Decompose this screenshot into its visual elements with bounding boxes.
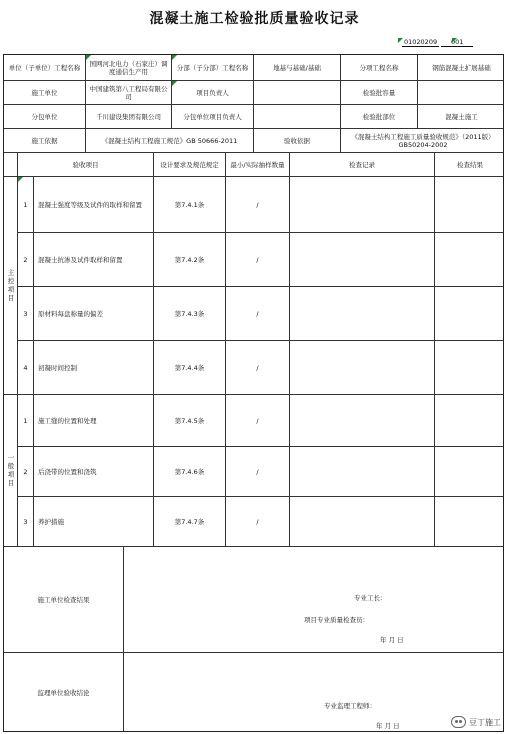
main-item-3-clause: 第7.4.3条 (154, 287, 226, 341)
main-control-group-label: 主控项目 (4, 177, 18, 395)
form-code (402, 38, 473, 47)
column-header-item: 验收项目 (18, 153, 154, 177)
main-item-2-sampling: / (226, 233, 290, 287)
subcontractor-pm-value[interactable] (254, 105, 341, 129)
comment-marker-icon (172, 81, 177, 86)
general-item-1-clause: 第7.4.5条 (154, 395, 226, 447)
general-item-3-record[interactable] (290, 497, 435, 547)
contractor-value: 中国建筑第八工程局有限公司 (86, 81, 172, 105)
main-item-3-sampling: / (226, 287, 290, 341)
construction-basis-value: 《混凝土结构工程施工规范》GB 50666-2011 (86, 129, 254, 153)
general-item-2-record[interactable] (290, 447, 435, 497)
subcontractor-label: 分包单位 (4, 105, 86, 129)
subcontractor-value: 千川建设集团有限公司 (86, 105, 172, 129)
main-item-3-text: 原材料每盘称量的偏差 (34, 287, 154, 341)
general-item-3-sampling: / (226, 497, 290, 547)
main-item-3-record[interactable] (290, 287, 435, 341)
wechat-icon (451, 716, 466, 728)
general-item-3-text: 养护措施 (34, 497, 154, 547)
acceptance-basis-label: 验收依据 (254, 129, 341, 153)
watermark-text: 豆丁施工 (469, 717, 501, 727)
division-name-label: 分部（子分部）工程名称 (172, 55, 254, 81)
main-item-2-number: 2 (18, 233, 34, 287)
supervision-conclusion-label: 监理单位验收结论 (4, 653, 124, 732)
main-item-1-clause: 第7.4.1条 (154, 177, 226, 233)
general-item-2-number: 2 (18, 447, 34, 497)
group-header-blank (4, 153, 18, 177)
column-header-sampling: 最小/实际抽样数量 (226, 153, 290, 177)
main-item-4-record[interactable] (290, 341, 435, 395)
subcontractor-pm-label: 分包单位项目负责人 (172, 105, 254, 129)
main-item-3-number: 3 (18, 287, 34, 341)
batch-capacity-label: 检验批容量 (341, 81, 418, 105)
main-item-4-sampling: / (226, 341, 290, 395)
construction-check-label: 施工单位检查结果 (4, 547, 124, 653)
project-manager-value[interactable] (254, 81, 341, 105)
general-item-1-number: 1 (18, 395, 34, 447)
subitem-name-value: 钢筋混凝土扩展基础 (418, 55, 504, 81)
form-title: 混凝土施工检验批质量验收记录 (149, 11, 360, 27)
construction-date-label: 年 月 日 (380, 636, 404, 644)
main-item-2-clause: 第7.4.2条 (154, 233, 226, 287)
batch-location-value: 混凝土施工 (418, 105, 504, 129)
form-number: 01020209 (404, 38, 438, 46)
main-item-3-result[interactable] (435, 287, 504, 341)
form-sequence: 001 (441, 38, 473, 47)
unit-name-value: 国网河北电力（石家庄）调度通信生产用 (86, 55, 172, 81)
column-header-record: 检查记录 (290, 153, 435, 177)
column-header-result: 检查结果 (435, 153, 504, 177)
main-item-1-result[interactable] (435, 177, 504, 233)
main-item-1-number: 1 (18, 177, 34, 233)
general-item-2-sampling: / (226, 447, 290, 497)
main-item-4-result[interactable] (435, 341, 504, 395)
main-item-4-number: 4 (18, 341, 34, 395)
subitem-name-label: 分项工程名称 (341, 55, 418, 81)
supervision-date-label: 年 月 日 (376, 722, 400, 730)
batch-capacity-value[interactable] (418, 81, 504, 105)
acceptance-basis-value: 《混凝土结构工程施工质量验收规范》（2011版）GB50204-2002 (341, 129, 504, 153)
comment-marker-icon (398, 38, 403, 43)
watermark (451, 716, 501, 728)
division-name-value: 地基与基础/基础 (254, 55, 341, 81)
general-item-3-result[interactable] (435, 497, 504, 547)
main-item-1-text: 混凝土强度等级及试件的取样和留置 (34, 177, 154, 233)
general-group-label: 一般项目 (4, 395, 18, 547)
comment-marker-icon (18, 177, 23, 182)
general-item-2-clause: 第7.4.6条 (154, 447, 226, 497)
general-item-3-number: 3 (18, 497, 34, 547)
construction-basis-label: 施工依据 (4, 129, 86, 153)
supervising-engineer-signature-label: 专业监理工程师： (324, 702, 376, 710)
general-item-2-text: 后浇带的位置和浇筑 (34, 447, 154, 497)
column-header-design: 设计要求及规范规定 (154, 153, 226, 177)
comment-marker-icon (172, 55, 177, 60)
main-item-2-result[interactable] (435, 233, 504, 287)
general-item-1-text: 施工缝的位置和处理 (34, 395, 154, 447)
supervision-conclusion-area[interactable] (124, 653, 504, 732)
main-item-1-sampling: / (226, 177, 290, 233)
batch-location-label: 检验批部位 (341, 105, 418, 129)
general-item-1-sampling: / (226, 395, 290, 447)
main-item-2-record[interactable] (290, 233, 435, 287)
main-item-2-text: 混凝土抗渗及试件取样和留置 (34, 233, 154, 287)
construction-check-area[interactable] (124, 547, 504, 653)
inspection-form-table (3, 54, 504, 732)
main-item-4-text: 初凝时间控制 (34, 341, 154, 395)
comment-marker-icon (452, 38, 457, 43)
project-manager-label: 项目负责人 (172, 81, 254, 105)
main-item-4-clause: 第7.4.4条 (154, 341, 226, 395)
comment-marker-icon (86, 55, 91, 60)
quality-inspector-signature-label: 项目专业质量检查员： (304, 616, 369, 624)
main-item-1-record[interactable] (290, 177, 435, 233)
general-item-3-clause: 第7.4.7条 (154, 497, 226, 547)
contractor-label: 施工单位 (4, 81, 86, 105)
foreman-signature-label: 专业工长： (354, 594, 387, 602)
unit-name-label: 单位（子单位）工程名称 (4, 55, 86, 81)
general-item-1-record[interactable] (290, 395, 435, 447)
general-item-1-result[interactable] (435, 395, 504, 447)
general-item-2-result[interactable] (435, 447, 504, 497)
